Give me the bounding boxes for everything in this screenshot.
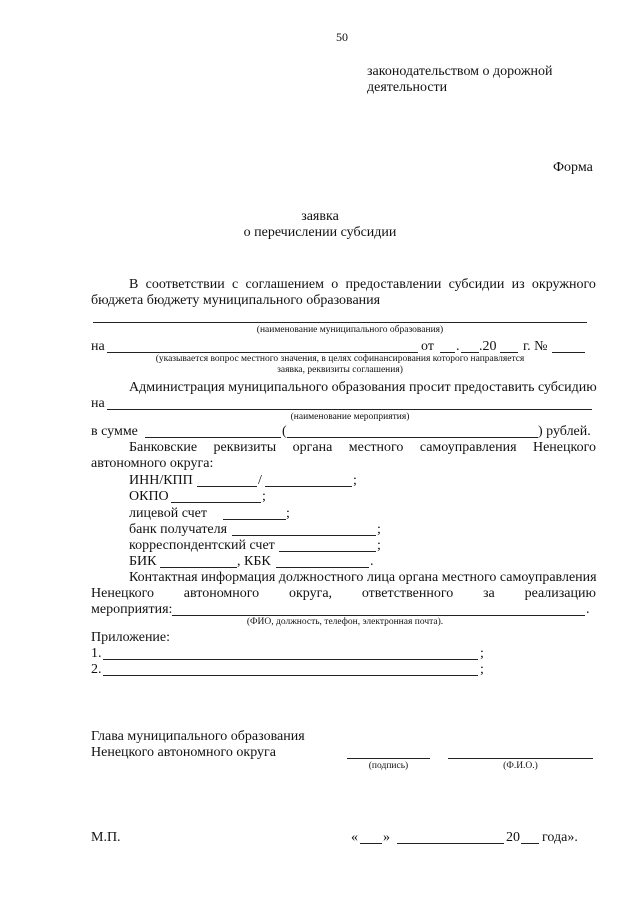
date-quote-close: » (383, 830, 390, 845)
account-field[interactable] (223, 519, 286, 520)
corr-account-label: корреспондентский счет (129, 538, 275, 553)
corr-semicolon: ; (377, 538, 381, 553)
bank-name-field[interactable] (232, 535, 376, 536)
okpo-semicolon: ; (262, 489, 266, 504)
kbk-label: , КБК (237, 554, 271, 569)
amount-label: в сумме (91, 424, 138, 439)
rubles-label: ) рублей. (538, 424, 591, 439)
head-title-line-2: Ненецкого автономного округа (91, 745, 276, 760)
municipality-hint: (наименование муниципального образования) (256, 325, 444, 335)
header-line-1: законодательством о дорожной (367, 64, 553, 79)
purpose-hint-1: (указывается вопрос местного значения, в целях софинансирования которого направляется (155, 354, 525, 364)
na2-label: на (91, 396, 105, 411)
corr-account-field[interactable] (279, 551, 376, 552)
mp-label: М.П. (91, 830, 121, 845)
kbk-field[interactable] (276, 567, 369, 568)
purpose-hint-2: заявка, реквизиты соглашения) (277, 365, 403, 375)
year-field[interactable] (500, 352, 518, 353)
intro-line-2: бюджета бюджету муниципального образования (91, 293, 381, 308)
contact-line-2: Ненецкого автономного округа, ответственного за реализацию (91, 586, 596, 601)
account-label: лицевой счет (129, 506, 207, 521)
appendix-item-2-semicolon: ; (480, 662, 484, 677)
kbk-period: . (370, 554, 374, 569)
event-field[interactable] (107, 409, 592, 410)
number-label: г. № (523, 339, 548, 354)
contact-period: . (586, 602, 590, 617)
bik-field[interactable] (160, 567, 237, 568)
municipality-field[interactable] (93, 322, 587, 323)
date-quote-open: « (351, 830, 358, 845)
head-title-line-1: Глава муниципального образования (91, 729, 305, 744)
footer-goda: года». (542, 830, 578, 845)
amount-words-field[interactable] (287, 437, 538, 438)
okpo-field[interactable] (171, 502, 261, 503)
fio-hint: (Ф.И.О.) (503, 761, 538, 771)
appendix-item-2-number: 2. (91, 662, 102, 677)
contact-line-1: Контактная информация должностного лица органа местного самоуправления (129, 570, 597, 585)
appendix-item-1-field[interactable] (103, 659, 478, 660)
header-line-2: деятельности (367, 80, 448, 95)
appendix-item-1-number: 1. (91, 646, 102, 661)
inn-field[interactable] (197, 486, 257, 487)
footer-year-prefix: 20 (506, 830, 520, 845)
event-hint: (наименование мероприятия) (290, 412, 410, 422)
contact-hint: (ФИО, должность, телефон, электронная почта). (246, 617, 444, 627)
bik-label: БИК (129, 554, 157, 569)
signature-field[interactable] (347, 758, 430, 759)
bank-line-1: Банковские реквизиты органа местного самоуправления Ненецкого (129, 440, 596, 455)
bank-name-label: банк получателя (129, 522, 228, 537)
footer-month-field[interactable] (397, 843, 504, 844)
okpo-label: ОКПО (129, 489, 169, 504)
kpp-field[interactable] (265, 486, 352, 487)
date-dot: . (456, 339, 460, 354)
appendix-item-2-field[interactable] (103, 675, 478, 676)
form-label: Форма (553, 160, 593, 175)
doc-title: заявка (301, 209, 339, 224)
agreement-number-field[interactable] (552, 352, 585, 353)
year-prefix: .20 (479, 339, 497, 354)
signature-hint: (подпись) (368, 761, 409, 771)
bank-name-semicolon: ; (377, 522, 381, 537)
bank-line-2: автономного округа: (91, 456, 214, 471)
intro-line-1: В соответствии с соглашением о предоставлении субсидии из окружного (129, 277, 596, 292)
inn-semicolon: ; (353, 473, 357, 488)
inn-label: ИНН/КПП (129, 473, 193, 488)
admin-request-text: Администрация муниципального образования просит предоставить субсидию (129, 380, 597, 395)
footer-day-field[interactable] (360, 843, 382, 844)
amount-digits-field[interactable] (145, 437, 281, 438)
month-field[interactable] (461, 352, 479, 353)
footer-year-field[interactable] (521, 843, 539, 844)
na-label: на (91, 339, 105, 354)
fio-field[interactable] (448, 758, 593, 759)
ot-label: от (421, 339, 434, 354)
inn-slash: / (258, 473, 262, 488)
contact-line-3: мероприятия: (91, 602, 173, 617)
appendix-item-1-semicolon: ; (480, 646, 484, 661)
doc-subtitle: о перечислении субсидии (243, 225, 397, 240)
contact-person-field[interactable] (172, 615, 585, 616)
day-field[interactable] (440, 352, 455, 353)
appendix-title: Приложение: (91, 630, 171, 645)
account-semicolon: ; (286, 506, 290, 521)
page-number: 50 (336, 30, 348, 44)
amount-paren: ( (282, 424, 287, 439)
purpose-field[interactable] (107, 352, 418, 353)
